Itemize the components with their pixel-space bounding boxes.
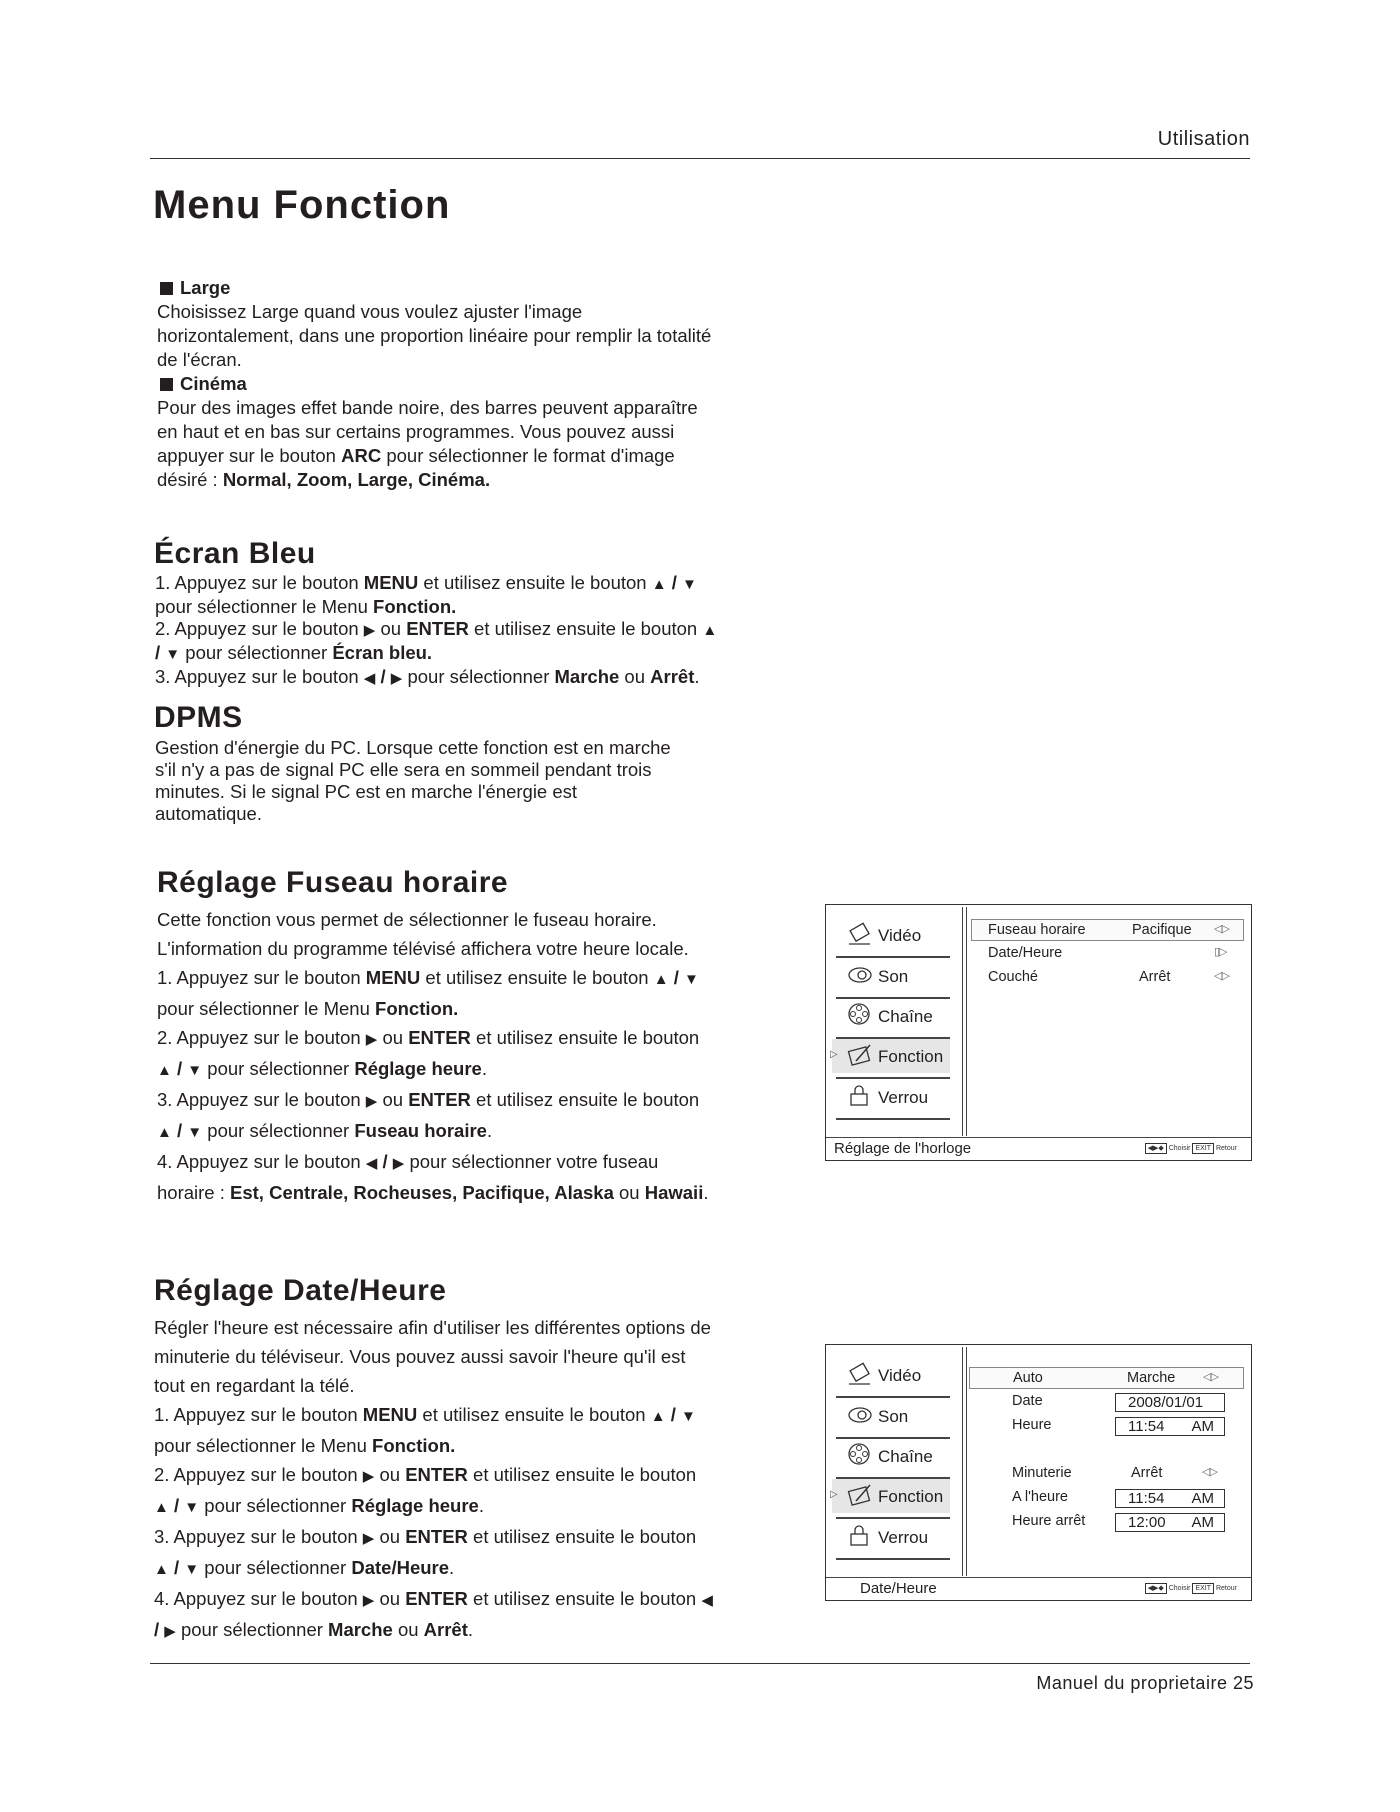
down-arrow-icon: ▼ <box>184 1499 200 1516</box>
aspect-ratio-section <box>157 276 717 492</box>
down-arrow-icon: ▼ <box>184 1561 200 1578</box>
right-arrow-icon: ▶ <box>365 1093 378 1110</box>
sidebar-item-video[interactable]: Vidéo <box>832 918 950 952</box>
function-icon <box>846 1481 874 1509</box>
lock-icon <box>846 1522 874 1550</box>
right-arrow-icon: ▶ <box>164 1623 176 1640</box>
function-icon <box>846 1041 874 1069</box>
date-heure-steps <box>154 1313 714 1646</box>
step-3: 3. Appuyez sur le bouton ▶ ou ENTER et utilisez ensuite le bouton ▲ / ▼ pour sélectionner Fuseau horaire. <box>157 1089 700 1141</box>
left-arrow-icon: ◀ <box>363 670 376 687</box>
section-label: Utilisation <box>1157 128 1250 150</box>
step-2: 2. Appuyez sur le bouton ▶ ou ENTER et utilisez ensuite le bouton ▲ / ▼ pour sélectionner Écran bleu. <box>155 618 718 663</box>
header-rule <box>150 158 1250 159</box>
page-footer <box>1036 1673 1254 1694</box>
osd-row-auto[interactable]: Auto Marche ◁▷ <box>969 1367 1244 1389</box>
fuseau-title: Réglage Fuseau horaire <box>157 866 509 899</box>
osd-divider <box>962 907 967 1136</box>
video-icon <box>846 1360 874 1388</box>
sidebar-item-video[interactable]: Vidéo <box>832 1358 950 1392</box>
square-bullet-icon <box>160 282 173 295</box>
osd-footer: Date/Heure ◀▶◆ Choisir EXIT Retour <box>826 1577 1251 1600</box>
osd-row-fuseau-horaire[interactable]: Fuseau horaire Pacifique ◁▷ <box>971 919 1244 941</box>
large-heading: Large <box>157 276 717 300</box>
down-arrow-icon: ▼ <box>187 1124 203 1141</box>
left-right-arrows-icon: ◁▷ <box>1202 1466 1217 1478</box>
film-reel-icon <box>846 1001 874 1029</box>
heure-field[interactable]: 11:54 AM <box>1115 1417 1225 1436</box>
left-arrow-icon: ◀ <box>365 1155 378 1172</box>
osd-row-couche[interactable]: Couché Arrêt ◁▷ <box>988 969 1229 985</box>
left-arrow-icon: ◀ <box>701 1592 713 1609</box>
down-arrow-icon: ▼ <box>684 971 699 988</box>
down-arrow-icon: ▼ <box>681 1408 696 1425</box>
step-1: 1. Appuyez sur le bouton MENU et utilisez ensuite le bouton ▲ / ▼ pour sélectionner le Menu Fonction. <box>154 1404 696 1456</box>
right-arrow-icon: ▶ <box>362 1468 375 1485</box>
navigate-keys-icon: ◀▶◆ <box>1145 1583 1167 1594</box>
osd-footer: Réglage de l'horloge ◀▶◆ Choisir EXIT Retour <box>826 1137 1251 1160</box>
speaker-icon <box>846 1401 874 1429</box>
left-right-arrows-icon: ◁▷ <box>1214 970 1229 982</box>
up-arrow-icon: ▲ <box>157 1124 172 1141</box>
osd-row-date-heure[interactable]: Date/Heure ▯▷ <box>988 945 1227 961</box>
square-bullet-icon <box>160 378 173 391</box>
osd-sidebar <box>826 905 962 1136</box>
step-3: 3. Appuyez sur le bouton ▶ ou ENTER et utilisez ensuite le bouton ▲ / ▼ pour sélectionner Date/Heure. <box>154 1526 697 1578</box>
right-arrow-icon: ▶ <box>363 622 376 639</box>
left-right-arrows-icon: ◁▷ <box>1203 1371 1218 1383</box>
up-arrow-icon: ▲ <box>154 1561 169 1578</box>
down-arrow-icon: ▼ <box>682 576 697 593</box>
osd-row-heure[interactable]: Heure <box>1012 1417 1052 1433</box>
down-arrow-icon: ▼ <box>165 646 181 663</box>
cinema-text: Pour des images effet bande noire, des barres peuvent apparaître en haut et en bas sur certains programmes. Vous pouvez aussi appuyer sur le bouton ARC pour sélectionner le format d'image désiré : Normal, Zoom, Large, Cinéma. <box>157 397 698 490</box>
up-arrow-icon: ▲ <box>650 1408 666 1425</box>
osd-date-heure-menu <box>825 1344 1252 1601</box>
osd-clock-menu <box>825 904 1252 1161</box>
footer-rule <box>150 1663 1250 1664</box>
ecran-bleu-steps <box>155 572 725 690</box>
dpms-text: Gestion d'énergie du PC. Lorsque cette fonction est en marche s'il n'y a pas de signal PC elle sera en sommeil pendant trois minutes. Si le signal PC est en marche l'énergie est automatique. <box>155 737 671 824</box>
step-4: 4. Appuyez sur le bouton ◀ / ▶ pour sélectionner votre fuseau horaire : Est, Centrale, Rocheuses, Pacifique, Alaska ou Hawaii. <box>157 1151 709 1203</box>
step-1: 1. Appuyez sur le bouton MENU et utilisez ensuite le bouton ▲ / ▼ pour sélectionner le Menu Fonction. <box>155 572 697 617</box>
dpms-title: DPMS <box>154 701 243 734</box>
step-4: 4. Appuyez sur le bouton ▶ ou ENTER et utilisez ensuite le bouton ◀ / ▶ pour sélectionner Marche ou Arrêt. <box>154 1588 713 1640</box>
enter-arrow-icon: ▯▷ <box>1214 946 1227 958</box>
film-reel-icon <box>846 1441 874 1469</box>
speaker-icon <box>846 961 874 989</box>
video-icon <box>846 920 874 948</box>
selected-caret-icon: ▷ <box>830 1489 838 1500</box>
large-text: Choisissez Large quand vous voulez ajuster l'image horizontalement, dans une proportion linéaire pour remplir la totalité de l'écran. <box>157 301 712 370</box>
osd-key-hints: ◀▶◆ Choisir EXIT Retour <box>1145 1583 1237 1594</box>
heure-arret-field[interactable]: 12:00 AM <box>1115 1513 1225 1532</box>
right-arrow-icon: ▶ <box>392 1155 405 1172</box>
selected-caret-icon: ▷ <box>830 1049 838 1060</box>
date-field[interactable]: 2008/01/01 <box>1115 1393 1225 1412</box>
date-heure-title: Réglage Date/Heure <box>154 1274 447 1307</box>
osd-row-minuterie[interactable]: Minuterie Arrêt ◁▷ <box>1012 1465 1217 1481</box>
page-number: 25 <box>1232 1673 1254 1693</box>
right-arrow-icon: ▶ <box>365 1031 378 1048</box>
osd-row-date[interactable]: Date <box>1012 1393 1043 1409</box>
sidebar-item-chaine[interactable]: Chaîne <box>832 999 950 1033</box>
sidebar-item-fonction[interactable]: ▷ Fonction <box>832 1479 950 1513</box>
osd-divider <box>962 1347 967 1576</box>
sidebar-item-verrou[interactable]: Verrou <box>832 1080 950 1114</box>
down-arrow-icon: ▼ <box>187 1062 203 1079</box>
up-arrow-icon: ▲ <box>651 576 667 593</box>
navigate-keys-icon: ◀▶◆ <box>1145 1143 1167 1154</box>
sidebar-item-son[interactable]: Son <box>832 959 950 993</box>
up-arrow-icon: ▲ <box>702 622 718 639</box>
step-2: 2. Appuyez sur le bouton ▶ ou ENTER et utilisez ensuite le bouton ▲ / ▼ pour sélectionner Réglage heure. <box>157 1027 700 1079</box>
ecran-bleu-title: Écran Bleu <box>154 537 316 570</box>
fuseau-intro: Cette fonction vous permet de sélectionner le fuseau horaire. L'information du programme télévisé affichera votre heure locale. <box>157 909 689 959</box>
sidebar-item-chaine[interactable]: Chaîne <box>832 1439 950 1473</box>
osd-key-hints: ◀▶◆ Choisir EXIT Retour <box>1145 1143 1237 1154</box>
right-arrow-icon: ▶ <box>390 670 403 687</box>
up-arrow-icon: ▲ <box>157 1062 172 1079</box>
sidebar-item-son[interactable]: Son <box>832 1399 950 1433</box>
sidebar-item-fonction[interactable]: ▷ Fonction <box>832 1039 950 1073</box>
step-2: 2. Appuyez sur le bouton ▶ ou ENTER et utilisez ensuite le bouton ▲ / ▼ pour sélectionner Réglage heure. <box>154 1464 697 1516</box>
left-right-arrows-icon: ◁▷ <box>1214 923 1229 935</box>
a-lheure-field[interactable]: 11:54 AM <box>1115 1489 1225 1508</box>
step-3: 3. Appuyez sur le bouton ◀ / ▶ pour sélectionner Marche ou Arrêt. <box>155 666 700 687</box>
up-arrow-icon: ▲ <box>154 1499 169 1516</box>
page-title: Menu Fonction <box>153 183 451 227</box>
right-arrow-icon: ▶ <box>362 1592 375 1609</box>
sidebar-item-verrou[interactable]: Verrou <box>832 1520 950 1554</box>
cinema-heading: Cinéma <box>157 372 717 396</box>
lock-icon <box>846 1082 874 1110</box>
up-arrow-icon: ▲ <box>653 971 669 988</box>
date-heure-intro: Régler l'heure est nécessaire afin d'utiliser les différentes options de minuterie du téléviseur. Vous pouvez aussi savoir l'heure qu'il est tout en regardant la télé. <box>154 1317 711 1396</box>
osd-row-a-lheure[interactable]: A l'heure <box>1012 1489 1068 1505</box>
right-arrow-icon: ▶ <box>362 1530 375 1547</box>
osd-row-heure-arret[interactable]: Heure arrêt <box>1012 1513 1086 1529</box>
step-1: 1. Appuyez sur le bouton MENU et utilisez ensuite le bouton ▲ / ▼ pour sélectionner le Menu Fonction. <box>157 967 699 1019</box>
footer-text: Manuel du proprietaire <box>1036 1673 1228 1693</box>
fuseau-steps <box>157 905 712 1207</box>
osd-sidebar <box>826 1345 962 1576</box>
